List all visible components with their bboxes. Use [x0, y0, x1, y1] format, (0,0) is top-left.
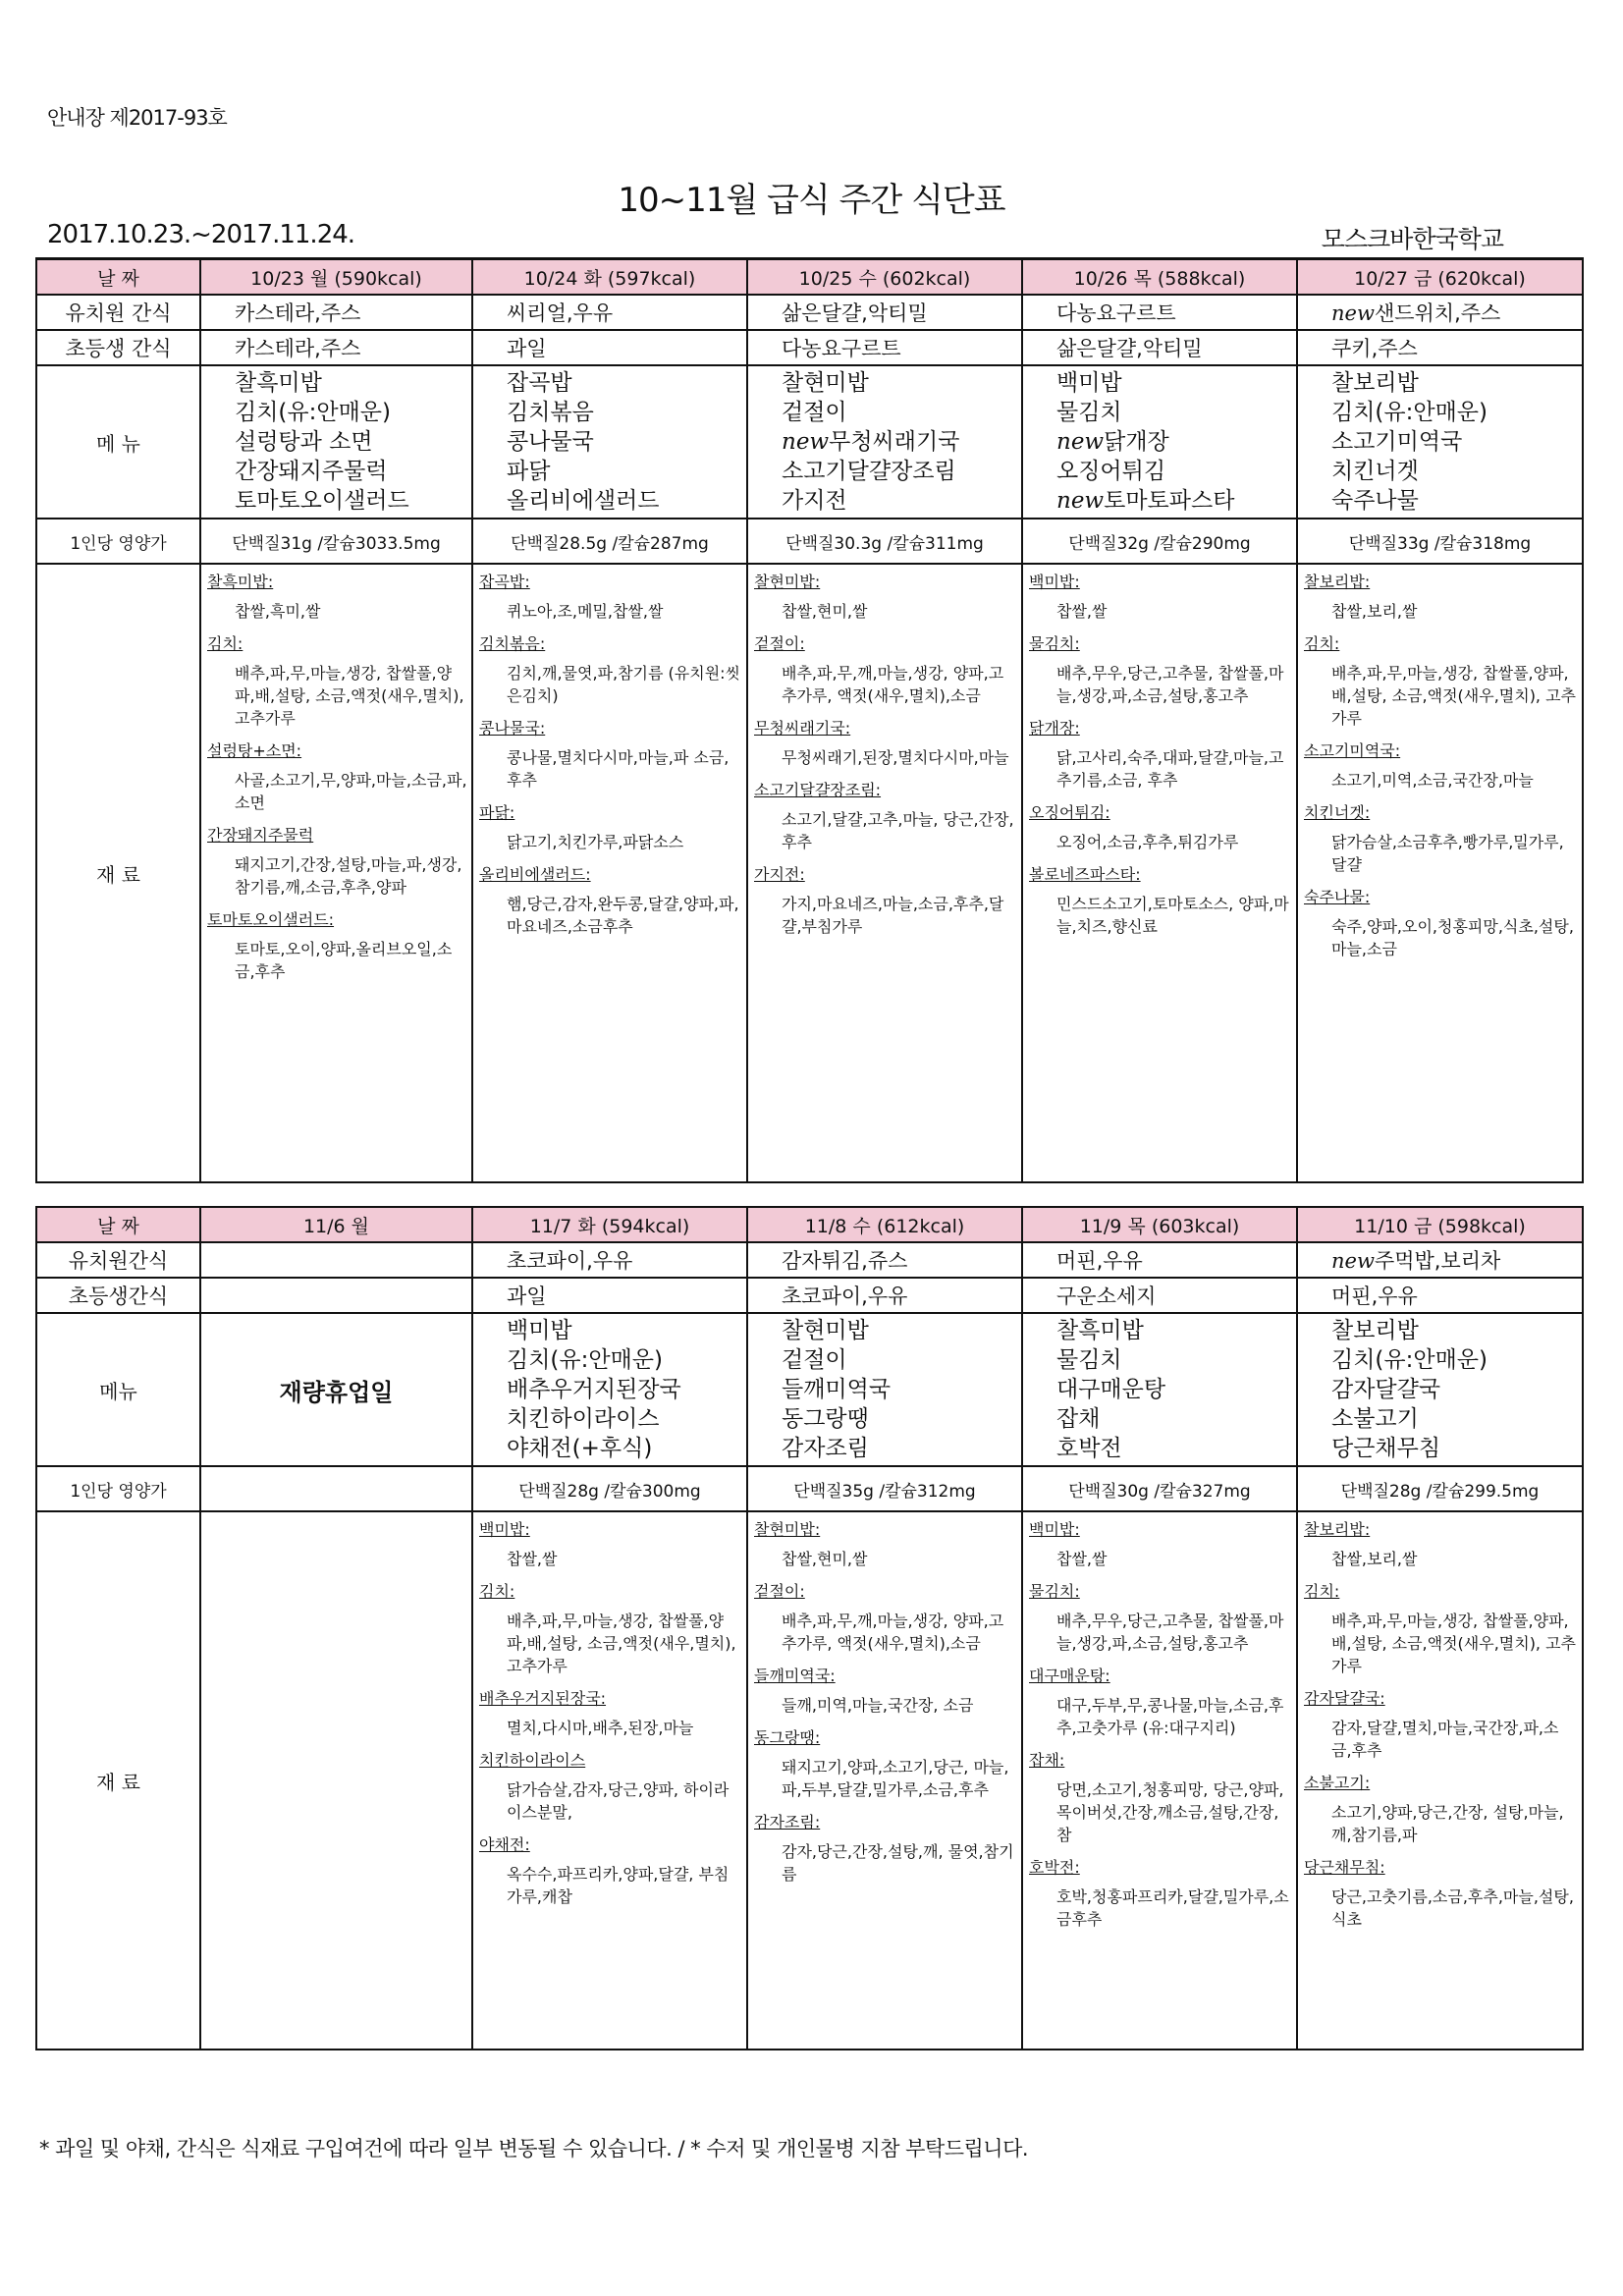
ingredient-dish-title: 찰현미밥:: [754, 573, 821, 591]
menu-item: 가지전: [782, 488, 847, 514]
menu-item: 콩나물국: [507, 429, 594, 455]
menu-item: 김치(유:안매운): [235, 400, 392, 425]
day-menu: [1022, 365, 1297, 519]
nutrition-label: 1인당 영양가: [36, 1466, 200, 1511]
ingredient-list: 배추,파,무,깨,마늘,생강, 양파,고추가루, 액젓(새우,멸치),소금: [782, 664, 1004, 705]
menu-item: 들깨미역국: [782, 1377, 892, 1402]
menu-item: 찰현미밥: [782, 370, 869, 396]
ingredient-dish-title: 올리비에샐러드:: [479, 865, 591, 884]
ingredient-list: 숙주,양파,오이,청홍피망,식초,설탕,마늘,소금: [1331, 917, 1574, 958]
day-date: 10/26 목 (588kcal): [1022, 259, 1297, 296]
nutrition-value: 단백질32g /칼슘290mg: [1022, 519, 1297, 564]
ingredient-list: 배추,무우,당근,고추물, 찹쌀풀,마늘,생강,파,소금,설탕,홍고추: [1056, 1612, 1284, 1653]
elem-snack: 삶은달걀,악티밀: [1022, 330, 1297, 365]
ingredients-label: 재 료: [36, 564, 200, 1182]
menu-item: 김치(유:안매운): [507, 1347, 664, 1373]
ingredient-dish-title: 가지전:: [754, 865, 805, 884]
ingredient-list: 감자,당근,간장,설탕,깨, 물엿,참기름: [782, 1842, 1014, 1884]
menu-item: 찰현미밥: [782, 1318, 869, 1343]
day-date: 10/25 수 (602kcal): [747, 259, 1022, 296]
kinder-snack-label: 유치원간식: [36, 1242, 200, 1278]
menu-item: new무청씨래기국: [782, 429, 960, 455]
kinder-snack: new주먹밥,보리차: [1297, 1242, 1583, 1278]
ingredient-dish-title: 파닭:: [479, 803, 515, 822]
ingredient-dish-title: 김치:: [207, 634, 243, 653]
kinder-snack-row: [36, 295, 1583, 330]
notice-number: 안내장 제2017-93호: [47, 106, 227, 130]
ingredient-list: 배추,파,무,마늘,생강, 찹쌀풀,양파,배,설탕, 소금,액젓(새우,멸치), 고추가루: [235, 664, 464, 728]
kinder-snack: 초코파이,우유: [472, 1242, 747, 1278]
kinder-snack: 머핀,우유: [1022, 1242, 1297, 1278]
menu-row: [36, 1313, 1583, 1466]
ingredient-dish-title: 찰보리밥:: [1304, 1520, 1371, 1539]
kinder-snack: new샌드위치,주스: [1297, 295, 1583, 330]
ingredient-list: 찹쌀,쌀: [1056, 602, 1108, 621]
nutrition-value: 단백질28g /칼슘300mg: [472, 1466, 747, 1511]
new-item-marker: new: [1331, 1249, 1375, 1273]
ingredient-dish-title: 당근채무침:: [1304, 1858, 1385, 1877]
ingredient-list: 찹쌀,쌀: [507, 1550, 558, 1568]
ingredient-dish-title: 간장돼지주물럭: [207, 826, 314, 845]
ingredient-dish-title: 김치볶음:: [479, 634, 546, 653]
week-2-menu-table: [35, 1206, 1584, 2050]
ingredient-dish-title: 소고기미역국:: [1304, 741, 1401, 760]
ingredient-dish-title: 겉절이:: [754, 634, 805, 653]
menu-item: 토마토오이샐러드: [235, 488, 409, 514]
ingredient-list: 배추,파,무,마늘,생강, 찹쌀풀,양파,배,설탕, 소금,액젓(새우,멸치), 고추가루: [1331, 1612, 1577, 1675]
ingredient-list: 배추,파,무,마늘,생강, 찹쌀풀,양파,배,설탕, 소금,액젓(새우,멸치), 고추가루: [1331, 664, 1577, 728]
ingredients-row: [36, 1511, 1583, 2050]
nutrition-row: [36, 1466, 1583, 1511]
ingredient-list: 김치,깨,물엿,파,참기름 (유치원:씻은김치): [507, 664, 740, 705]
date-row: [36, 259, 1583, 296]
week-1-menu-table: [35, 257, 1584, 1183]
menu-item: 김치볶음: [507, 400, 594, 425]
day-menu: [1297, 1313, 1583, 1466]
elem-snack: 머핀,우유: [1297, 1278, 1583, 1313]
new-item-marker: new: [1056, 429, 1105, 455]
menu-label: 메뉴: [36, 1313, 200, 1466]
ingredient-dish-title: 김치:: [1304, 1582, 1340, 1601]
day-ingredients: [472, 564, 747, 1182]
ingredient-list: 콩나물,멸치다시마,마늘,파 소금,후추: [507, 748, 730, 790]
day-ingredients: [200, 1511, 472, 2050]
day-ingredients: [1297, 564, 1583, 1182]
menu-item: 야채전(+후식): [507, 1436, 653, 1461]
nutrition-value: 단백질35g /칼슘312mg: [747, 1466, 1022, 1511]
menu-item: 설렁탕과 소면: [235, 429, 373, 455]
elem-snack: 구운소세지: [1022, 1278, 1297, 1313]
ingredient-list: 무청씨래기,된장,멸치다시마,마늘: [782, 748, 1009, 767]
kinder-snack: 삶은달걀,악티밀: [747, 295, 1022, 330]
kinder-snack: 감자튀김,쥬스: [747, 1242, 1022, 1278]
elem-snack: 쿠키,주스: [1297, 330, 1583, 365]
ingredient-dish-title: 잡곡밥:: [479, 573, 530, 591]
menu-item: new토마토파스타: [1056, 488, 1235, 514]
ingredient-dish-title: 김치:: [479, 1582, 515, 1601]
day-date: 11/10 금 (598kcal): [1297, 1207, 1583, 1242]
ingredient-list: 토마토,오이,양파,올리브오일,소금,후추: [235, 940, 453, 981]
nutrition-value: 단백질30.3g /칼슘311mg: [747, 519, 1022, 564]
day-menu: [200, 365, 472, 519]
ingredient-dish-title: 감자달걀국:: [1304, 1689, 1385, 1708]
nutrition-value: 단백질30g /칼슘327mg: [1022, 1466, 1297, 1511]
menu-item: 찰보리밥: [1331, 1318, 1419, 1343]
ingredient-list: 소고기,양파,당근,간장, 설탕,마늘,깨,참기름,파: [1331, 1803, 1564, 1844]
page-title: 10~11월 급식 주간 식단표: [618, 181, 1005, 220]
ingredient-dish-title: 동그랑땡:: [754, 1728, 821, 1747]
menu-item: 겉절이: [782, 400, 847, 425]
kinder-snack-label: 유치원 간식: [36, 295, 200, 330]
day-ingredients: [1297, 1511, 1583, 2050]
day-menu: [1297, 365, 1583, 519]
holiday-notice: 재량휴업일: [200, 1313, 472, 1466]
ingredient-dish-title: 소불고기:: [1304, 1774, 1371, 1792]
ingredient-list: 옥수수,파프리카,양파,달걀, 부침가루,캐찹: [507, 1865, 730, 1906]
ingredient-list: 당면,소고기,청홍피망, 당근,양파,목이버섯,간장,깨소금,설탕,간장,참: [1056, 1780, 1284, 1844]
nutrition-value: 단백질33g /칼슘318mg: [1297, 519, 1583, 564]
nutrition-label: 1인당 영양가: [36, 519, 200, 564]
ingredient-list: 닭,고사리,숙주,대파,달걀,마늘,고추기름,소금, 후추: [1056, 748, 1284, 790]
elem-snack: 카스테라,주스: [200, 330, 472, 365]
day-ingredients: [747, 1511, 1022, 2050]
ingredient-list: 들깨,미역,마늘,국간장, 소금: [782, 1696, 974, 1715]
menu-item: 소불고기: [1331, 1406, 1419, 1432]
new-item-marker: new: [1331, 301, 1375, 325]
nutrition-value: [200, 1466, 472, 1511]
ingredient-list: 가지,마요네즈,마늘,소금,후추,달걀,부침가루: [782, 895, 1004, 936]
ingredient-dish-title: 소고기달걀장조림:: [754, 781, 882, 799]
kinder-snack: 카스테라,주스: [200, 295, 472, 330]
ingredient-list: 대구,두부,무,콩나물,마늘,소금,후추,고춧가루 (유:대구지리): [1056, 1696, 1284, 1737]
ingredient-dish-title: 찰현미밥:: [754, 1520, 821, 1539]
ingredient-dish-title: 물김치:: [1029, 634, 1080, 653]
ingredient-list: 퀴노아,조,메밀,찹쌀,쌀: [507, 602, 664, 621]
ingredient-list: 오징어,소금,후추,튀김가루: [1056, 833, 1239, 851]
ingredient-list: 찹쌀,흑미,쌀: [235, 602, 321, 621]
menu-item: 숙주나물: [1331, 488, 1419, 514]
day-menu: [747, 1313, 1022, 1466]
ingredient-list: 닭가슴살,소금후추,빵가루,밀가루,달걀: [1331, 833, 1564, 874]
ingredient-list: 소고기,미역,소금,국간장,마늘: [1331, 771, 1534, 790]
day-ingredients: [472, 1511, 747, 2050]
ingredient-dish-title: 토마토오이샐러드:: [207, 910, 335, 929]
ingredient-dish-title: 야채전:: [479, 1835, 530, 1854]
ingredient-dish-title: 백미밥:: [479, 1520, 530, 1539]
ingredient-list: 당근,고춧기름,소금,후추,마늘,설탕,식초: [1331, 1887, 1574, 1929]
ingredient-dish-title: 대구매운탕:: [1029, 1667, 1110, 1685]
ingredients-label: 재 료: [36, 1511, 200, 2050]
menu-item: 치킨하이라이스: [507, 1406, 660, 1432]
menu-item: 겉절이: [782, 1347, 847, 1373]
ingredient-list: 소고기,달걀,고추,마늘, 당근,간장,후추: [782, 810, 1014, 851]
ingredient-dish-title: 잡채:: [1029, 1751, 1065, 1770]
ingredient-list: 찹쌀,쌀: [1056, 1550, 1108, 1568]
ingredient-list: 배추,무우,당근,고추물, 찹쌀풀,마늘,생강,파,소금,설탕,홍고추: [1056, 664, 1284, 705]
ingredient-dish-title: 치킨너겟:: [1304, 803, 1371, 822]
menu-period: 2017.10.23.~2017.11.24.: [47, 220, 355, 249]
ingredient-list: 배추,파,무,마늘,생강, 찹쌀풀,양파,배,설탕, 소금,액젓(새우,멸치), 고추가루: [507, 1612, 736, 1675]
ingredient-list: 햄,당근,감자,완두콩,달걀,양파,파,마요네즈,소금후추: [507, 895, 739, 936]
new-item-marker: new: [782, 429, 830, 455]
ingredient-list: 민스드소고기,토마토소스, 양파,마늘,치즈,향신료: [1056, 895, 1289, 936]
day-ingredients: [1022, 1511, 1297, 2050]
ingredient-dish-title: 볼로네즈파스타:: [1029, 865, 1141, 884]
ingredient-dish-title: 무청씨래기국:: [754, 719, 851, 738]
elem-snack-row: [36, 330, 1583, 365]
day-date: 11/9 목 (603kcal): [1022, 1207, 1297, 1242]
new-item-marker: new: [1056, 488, 1105, 514]
ingredient-list: 감자,달걀,멸치,마늘,국간장,파,소금,후추: [1331, 1719, 1559, 1760]
menu-item: 당근채무침: [1331, 1436, 1441, 1461]
ingredient-list: 배추,파,무,깨,마늘,생강, 양파,고추가루, 액젓(새우,멸치),소금: [782, 1612, 1004, 1653]
menu-row: [36, 365, 1583, 519]
menu-item: 파닭: [507, 459, 551, 484]
nutrition-value: 단백질31g /칼슘3033.5mg: [200, 519, 472, 564]
menu-item: 올리비에샐러드: [507, 488, 660, 514]
menu-item: 물김치: [1056, 400, 1122, 425]
day-menu: [472, 365, 747, 519]
elem-snack-row: [36, 1278, 1583, 1313]
menu-item: 소고기달걀장조림: [782, 459, 956, 484]
menu-item: 김치(유:안매운): [1331, 400, 1488, 425]
ingredient-dish-title: 오징어튀김:: [1029, 803, 1110, 822]
day-date: 10/24 화 (597kcal): [472, 259, 747, 296]
nutrition-value: 단백질28.5g /칼슘287mg: [472, 519, 747, 564]
ingredient-list: 닭가슴살,감자,당근,양파, 하이라이스분말,: [507, 1780, 730, 1822]
day-ingredients: [1022, 564, 1297, 1182]
ingredient-list: 찹쌀,현미,쌀: [782, 1550, 868, 1568]
ingredient-list: 사골,소고기,무,양파,마늘,소금,파,소면: [235, 771, 467, 812]
ingredient-list: 호박,청홍파프리카,달걀,밀가루,소금후추: [1056, 1887, 1289, 1929]
ingredient-dish-title: 설렁탕+소면:: [207, 741, 302, 760]
date-row: [36, 1207, 1583, 1242]
ingredient-dish-title: 호박전:: [1029, 1858, 1080, 1877]
menu-item: 김치(유:안매운): [1331, 1347, 1488, 1373]
day-date: 11/8 수 (612kcal): [747, 1207, 1022, 1242]
school-name: 모스크바한국학교: [1321, 225, 1503, 253]
menu-item: 치킨너겟: [1331, 459, 1419, 484]
ingredient-dish-title: 숙주나물:: [1304, 888, 1371, 906]
date-label: 날 짜: [36, 1207, 200, 1242]
menu-item: 백미밥: [1056, 370, 1122, 396]
menu-item: 찰흑미밥: [235, 370, 322, 396]
menu-item: 간장돼지주물럭: [235, 459, 388, 484]
menu-item: new닭개장: [1056, 429, 1169, 455]
date-label: 날 짜: [36, 259, 200, 296]
ingredient-dish-title: 들깨미역국:: [754, 1667, 836, 1685]
day-date: 10/23 월 (590kcal): [200, 259, 472, 296]
elem-snack: 과일: [472, 330, 747, 365]
kinder-snack: 다농요구르트: [1022, 295, 1297, 330]
ingredient-dish-title: 콩나물국:: [479, 719, 546, 738]
ingredient-dish-title: 백미밥:: [1029, 1520, 1080, 1539]
menu-item: 배추우거지된장국: [507, 1377, 681, 1402]
ingredient-dish-title: 찰흑미밥:: [207, 573, 274, 591]
menu-item: 감자조림: [782, 1436, 869, 1461]
elem-snack-label: 초등생 간식: [36, 330, 200, 365]
footnote: * 과일 및 야채, 간식은 식재료 구입여건에 따라 일부 변동될 수 있습니다. / * 수저 및 개인물병 지참 부탁드립니다.: [39, 2137, 1029, 2160]
ingredient-list: 닭고기,치킨가루,파닭소스: [507, 833, 684, 851]
menu-item: 찰흑미밥: [1056, 1318, 1144, 1343]
menu-item: 대구매운탕: [1056, 1377, 1166, 1402]
ingredient-dish-title: 겉절이:: [754, 1582, 805, 1601]
menu-item: 오징어튀김: [1056, 459, 1166, 484]
ingredient-dish-title: 닭개장:: [1029, 719, 1080, 738]
kinder-snack-row: [36, 1242, 1583, 1278]
menu-item: 물김치: [1056, 1347, 1122, 1373]
elem-snack: 과일: [472, 1278, 747, 1313]
ingredients-row: [36, 564, 1583, 1182]
menu-item: 찰보리밥: [1331, 370, 1419, 396]
day-date: 10/27 금 (620kcal): [1297, 259, 1583, 296]
ingredient-dish-title: 김치:: [1304, 634, 1340, 653]
ingredient-list: 찹쌀,보리,쌀: [1331, 1550, 1418, 1568]
kinder-snack: [200, 1242, 472, 1278]
day-ingredients: [200, 564, 472, 1182]
ingredient-list: 찹쌀,현미,쌀: [782, 602, 868, 621]
menu-item: 백미밥: [507, 1318, 572, 1343]
ingredient-dish-title: 치킨하이라이스: [479, 1751, 586, 1770]
day-date: 11/7 화 (594kcal): [472, 1207, 747, 1242]
menu-item: 호박전: [1056, 1436, 1122, 1461]
day-menu: [1022, 1313, 1297, 1466]
ingredient-list: 돼지고기,간장,설탕,마늘,파,생강,참기름,깨,소금,후추,양파: [235, 855, 462, 897]
elem-snack: 다농요구르트: [747, 330, 1022, 365]
elem-snack: 초코파이,우유: [747, 1278, 1022, 1313]
day-ingredients: [747, 564, 1022, 1182]
ingredient-dish-title: 감자조림:: [754, 1813, 821, 1831]
day-menu: [472, 1313, 747, 1466]
ingredient-dish-title: 백미밥:: [1029, 573, 1080, 591]
ingredient-list: 멸치,다시마,배추,된장,마늘: [507, 1719, 694, 1737]
nutrition-row: [36, 519, 1583, 564]
ingredient-dish-title: 물김치:: [1029, 1582, 1080, 1601]
elem-snack-label: 초등생간식: [36, 1278, 200, 1313]
ingredient-dish-title: 찰보리밥:: [1304, 573, 1371, 591]
nutrition-value: 단백질28g /칼슘299.5mg: [1297, 1466, 1583, 1511]
elem-snack: [200, 1278, 472, 1313]
menu-item: 동그랑땡: [782, 1406, 869, 1432]
menu-item: 잡곡밥: [507, 370, 572, 396]
menu-item: 잡채: [1056, 1406, 1101, 1432]
day-date: 11/6 월: [200, 1207, 472, 1242]
kinder-snack: 씨리얼,우유: [472, 295, 747, 330]
menu-item: 소고기미역국: [1331, 429, 1463, 455]
menu-label: 메 뉴: [36, 365, 200, 519]
menu-item: 감자달걀국: [1331, 1377, 1441, 1402]
day-menu: [747, 365, 1022, 519]
ingredient-dish-title: 배추우거지된장국:: [479, 1689, 607, 1708]
ingredient-list: 돼지고기,양파,소고기,당근, 마늘,파,두부,달걀,밀가루,소금,후추: [782, 1758, 1009, 1799]
ingredient-list: 찹쌀,보리,쌀: [1331, 602, 1418, 621]
